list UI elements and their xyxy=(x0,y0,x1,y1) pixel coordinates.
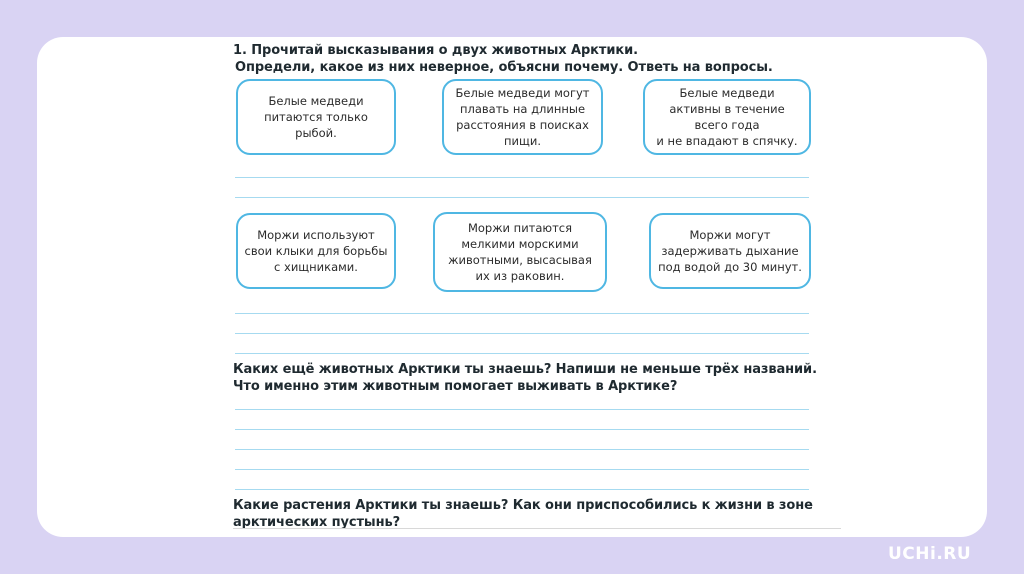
answer-line xyxy=(235,409,809,410)
task-1-heading xyxy=(233,42,773,76)
answer-line xyxy=(235,489,809,490)
bear-statement-2: Белые медведи могут плавать на длинные расстояния в поисках пищи. xyxy=(442,79,603,155)
answer-line xyxy=(235,429,809,430)
question-2-line-1: Каких ещё животных Арктики ты знаешь? Напиши не меньше трёх названий. xyxy=(233,362,817,377)
walrus-statement-2: Моржи питаются мелкими морскими животными, высасывая их из раковин. xyxy=(433,212,607,292)
task-1-line-1: 1. Прочитай высказывания о двух животных Арктики. xyxy=(233,43,638,58)
question-3-line-2: арктических пустынь? xyxy=(233,515,401,530)
walrus-statement-3: Моржи могут задерживать дыхание под водой до 30 минут. xyxy=(649,213,811,289)
answer-line xyxy=(235,197,809,198)
question-2-line-2: Что именно этим животным помогает выживать в Арктике? xyxy=(233,379,678,394)
worksheet-card xyxy=(37,37,987,537)
uchi-logo: UCHi.RU xyxy=(888,544,972,564)
answer-line xyxy=(235,177,809,178)
question-3 xyxy=(233,497,813,531)
bear-statement-3: Белые медведи активны в течение всего года и не впадают в спячку. xyxy=(643,79,811,155)
answer-line xyxy=(235,449,809,450)
answer-line xyxy=(235,469,809,470)
answer-line xyxy=(235,333,809,334)
walrus-statement-1: Моржи используют свои клыки для борьбы с хищниками. xyxy=(236,213,396,289)
task-1-line-2: Определи, какое из них неверное, объясни почему. Ответь на вопросы. xyxy=(235,60,773,75)
question-2 xyxy=(233,361,817,395)
answer-line xyxy=(235,353,809,354)
question-3-line-1: Какие растения Арктики ты знаешь? Как они приспособились к жизни в зоне xyxy=(233,498,813,513)
divider xyxy=(233,528,841,529)
answer-line xyxy=(235,313,809,314)
bear-statement-1: Белые медведи питаются только рыбой. xyxy=(236,79,396,155)
